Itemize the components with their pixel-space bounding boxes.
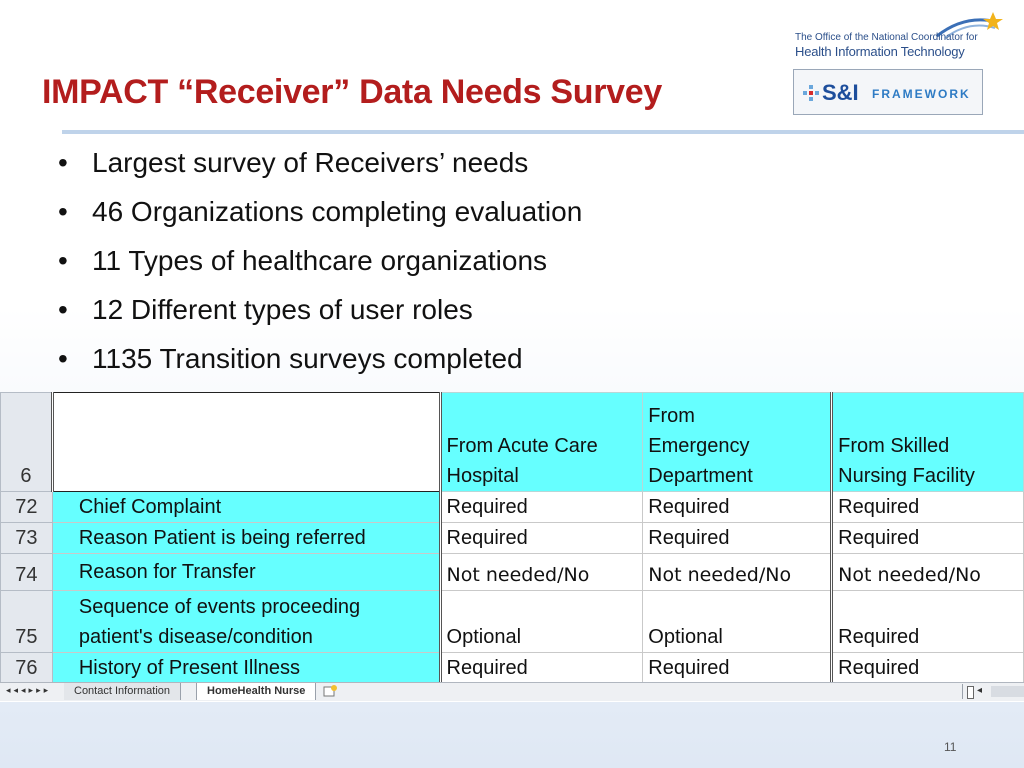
bullet-list [54, 145, 582, 390]
table-cell[interactable]: Required [832, 653, 1024, 684]
row-label[interactable]: Reason for Transfer [52, 554, 440, 591]
row-number[interactable]: 74 [1, 554, 53, 591]
header-row [1, 393, 1024, 492]
table-row [1, 523, 1024, 554]
scroll-track[interactable] [991, 686, 1024, 697]
row-number[interactable]: 6 [1, 393, 53, 492]
bullet-item: • 11 Types of healthcare organizations [54, 243, 582, 292]
sheet-tab-contact-information[interactable]: Contact Information [64, 683, 181, 700]
row-number[interactable]: 73 [1, 523, 53, 554]
table-cell[interactable]: Required [832, 523, 1024, 554]
row-label[interactable]: Reason Patient is being referred [52, 523, 440, 554]
column-header[interactable]: From Acute Care Hospital [440, 393, 643, 492]
row-number[interactable]: 72 [1, 492, 53, 523]
bullet-item: • Largest survey of Receivers’ needs [54, 145, 582, 194]
table-cell[interactable]: Required [643, 523, 832, 554]
table-cell[interactable]: Optional [643, 591, 832, 653]
onc-logo-line1: The Office of the National Coordinator for [795, 32, 978, 43]
spreadsheet-grid [0, 392, 1024, 684]
si-logo-secondary: FRAMEWORK [872, 87, 971, 101]
table-cell[interactable]: Required [440, 653, 643, 684]
si-logo-primary: S&I [822, 80, 859, 105]
si-cross-icon [802, 84, 820, 102]
title-divider [62, 130, 1024, 134]
table-cell[interactable]: Required [832, 591, 1024, 653]
table-cell[interactable]: Required [440, 492, 643, 523]
spreadsheet-screenshot [0, 392, 1024, 702]
blank-header-cell[interactable] [52, 393, 440, 492]
table-row [1, 591, 1024, 653]
sheet-tab-bar [0, 682, 1024, 701]
bullet-item: • 12 Different types of user roles [54, 292, 582, 341]
column-header[interactable]: From Emergency Department [643, 393, 832, 492]
table-cell[interactable]: Not needed/No [440, 554, 643, 591]
split-handle-icon[interactable] [967, 686, 974, 699]
table-row [1, 554, 1024, 591]
row-label[interactable]: History of Present Illness [52, 653, 440, 684]
table-cell[interactable]: Required [643, 653, 832, 684]
sheet-nav-arrows-icon[interactable]: ◂◂◂▸▸▸ [6, 685, 52, 695]
table-cell[interactable]: Required [440, 523, 643, 554]
table-row [1, 653, 1024, 684]
table-cell[interactable]: Optional [440, 591, 643, 653]
row-label[interactable]: Sequence of events proceeding patient's disease/condition [52, 591, 440, 653]
sheet-tab-homehealth-nurse[interactable]: HomeHealth Nurse [196, 683, 316, 700]
table-row [1, 492, 1024, 523]
row-label[interactable]: Chief Complaint [52, 492, 440, 523]
onc-logo-line2: Health Information Technology [795, 44, 965, 59]
si-framework-logo [793, 69, 983, 115]
table-cell[interactable]: Required [832, 492, 1024, 523]
insert-sheet-icon[interactable] [322, 684, 338, 698]
horizontal-scrollbar[interactable] [962, 684, 1024, 699]
scroll-left-icon[interactable]: ◂ [977, 685, 983, 696]
slide-number: 11 [944, 740, 957, 754]
row-number[interactable]: 76 [1, 653, 53, 684]
row-number[interactable]: 75 [1, 591, 53, 653]
table-cell[interactable]: Required [643, 492, 832, 523]
onc-logo [795, 10, 1015, 62]
table-cell[interactable]: Not needed/No [643, 554, 832, 591]
column-header[interactable]: From Skilled Nursing Facility [832, 393, 1024, 492]
bullet-item: • 46 Organizations completing evaluation [54, 194, 582, 243]
table-cell[interactable]: Not needed/No [832, 554, 1024, 591]
bullet-item: • 1135 Transition surveys completed [54, 341, 582, 390]
slide-title: IMPACT “Receiver” Data Needs Survey [42, 73, 663, 111]
